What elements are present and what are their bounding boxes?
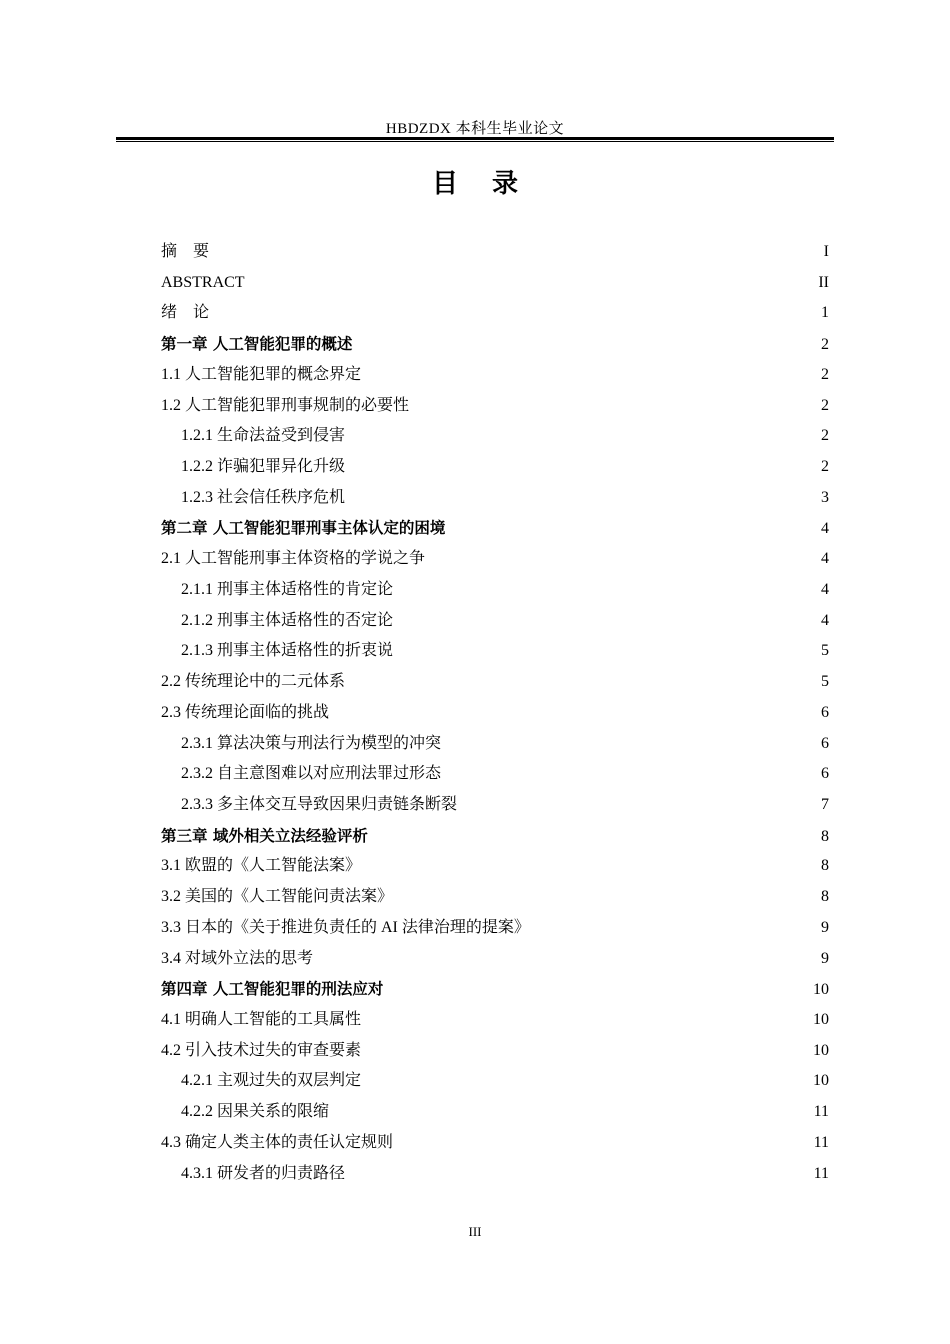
toc-entry-page: 9 <box>821 918 829 936</box>
toc-entry-page: 4 <box>821 550 829 568</box>
toc-entry-label: 第一章 人工智能犯罪的概述 <box>161 335 353 354</box>
toc-leader-dots <box>446 532 820 533</box>
toc-entry[interactable] <box>161 329 829 360</box>
toc-entry-page: 4 <box>821 520 829 538</box>
toc-entry-page: 1 <box>821 304 829 322</box>
toc-entry-page: 9 <box>821 949 829 967</box>
toc-entry-label: 2.3.3 多主体交互导致因果归责链条断裂 <box>181 795 458 813</box>
toc-entry-page: 8 <box>821 888 829 906</box>
toc-entry-label: 4.1 明确人工智能的工具属性 <box>161 1010 362 1028</box>
toc-entry-label: 2.1.3 刑事主体适格性的折衷说 <box>181 642 394 660</box>
page-number: III <box>468 1224 482 1239</box>
toc-entry-label: 摘 要 <box>161 243 210 260</box>
toc-leader-dots <box>442 777 820 778</box>
toc-entry-label: 4.3.1 研发者的归责路径 <box>181 1164 346 1182</box>
toc-entry-label: 4.2 引入技术过失的审查要素 <box>161 1041 362 1059</box>
toc-entry-page: 2 <box>821 365 829 383</box>
toc-entry[interactable] <box>161 268 829 299</box>
toc-entry-page: 10 <box>813 1072 829 1090</box>
header-rule <box>116 137 834 140</box>
toc-entry-label: 第二章 人工智能犯罪刑事主体认定的困境 <box>161 519 446 538</box>
toc-entry-label: 第三章 域外相关立法经验评析 <box>161 826 368 845</box>
toc-entry[interactable] <box>161 851 829 882</box>
toc-leader-dots <box>362 1054 812 1055</box>
toc-leader-dots <box>531 931 820 932</box>
toc-entry[interactable] <box>161 698 829 729</box>
toc-leader-dots <box>362 378 820 379</box>
toc-entry-label: 3.1 欧盟的《人工智能法案》 <box>161 857 362 875</box>
toc-entry-page: 6 <box>821 765 829 783</box>
toc-entry-label: 1.2 人工智能犯罪刑事规制的必要性 <box>161 396 410 414</box>
toc-entry[interactable] <box>161 421 829 452</box>
toc-entry[interactable] <box>161 483 829 514</box>
toc-leader-dots <box>394 900 820 901</box>
toc-entry-page: 11 <box>813 1133 829 1151</box>
toc-leader-dots <box>346 501 820 502</box>
toc-entry-page: 2 <box>821 458 829 476</box>
toc-entry[interactable] <box>161 1066 829 1097</box>
toc-leader-dots <box>346 685 820 686</box>
toc-entry[interactable] <box>161 1159 829 1190</box>
toc-leader-dots <box>346 1177 813 1178</box>
toc-entry[interactable] <box>161 729 829 760</box>
toc-entry-page: 7 <box>821 795 829 813</box>
toc-leader-dots <box>330 716 820 717</box>
toc-leader-dots <box>346 439 820 440</box>
toc-leader-dots <box>246 286 818 287</box>
toc-entry[interactable] <box>161 606 829 637</box>
toc-entry-label: 3.3 日本的《关于推进负责任的 AI 法律治理的提案》 <box>161 918 530 936</box>
toc-entry-label: 第四章 人工智能犯罪的刑法应对 <box>161 980 384 999</box>
toc-entry-page: 2 <box>821 336 829 354</box>
toc-entry[interactable] <box>161 790 829 821</box>
toc-leader-dots <box>394 593 820 594</box>
page-title: 目录 <box>431 169 552 199</box>
toc-entry[interactable] <box>161 759 829 790</box>
toc-entry-label: ABSTRACT <box>161 273 245 291</box>
toc-entry[interactable] <box>161 360 829 391</box>
toc-entry-label: 2.1.1 刑事主体适格性的肯定论 <box>181 580 394 598</box>
toc-entry-label: 1.2.1 生命法益受到侵害 <box>181 427 346 445</box>
toc-entry[interactable] <box>161 1005 829 1036</box>
toc-leader-dots <box>442 747 820 748</box>
toc-entry[interactable] <box>161 298 829 329</box>
toc-entry-page: 10 <box>813 981 829 999</box>
toc-leader-dots <box>362 869 820 870</box>
toc-entry-label: 2.1.2 刑事主体适格性的否定论 <box>181 611 394 629</box>
toc-entry[interactable] <box>161 513 829 544</box>
toc-entry-label: 3.2 美国的《人工智能问责法案》 <box>161 888 394 906</box>
toc-leader-dots <box>362 1084 812 1085</box>
toc-entry[interactable] <box>161 667 829 698</box>
toc-entry[interactable] <box>161 944 829 975</box>
toc-entry[interactable] <box>161 1036 829 1067</box>
toc-entry-page: 11 <box>813 1164 829 1182</box>
toc-entry-page: 10 <box>813 1010 829 1028</box>
header-rule-thin <box>116 141 834 142</box>
toc-leader-dots <box>330 1115 813 1116</box>
toc-entry-label: 2.3.2 自主意图难以对应刑法罪过形态 <box>181 765 442 783</box>
toc-leader-dots <box>426 562 820 563</box>
toc-entry-page: 8 <box>821 857 829 875</box>
toc-entry-label: 2.1 人工智能刑事主体资格的学说之争 <box>161 550 426 568</box>
toc-entry-page: 6 <box>821 703 829 721</box>
toc-leader-dots <box>458 808 820 809</box>
toc-entry-label: 绪 论 <box>161 304 210 322</box>
toc-entry-label: 4.2.2 因果关系的限缩 <box>181 1103 330 1121</box>
toc-leader-dots <box>353 348 820 349</box>
toc-entry-label: 1.2.2 诈骗犯罪异化升级 <box>181 458 346 476</box>
toc-entry-page: 10 <box>813 1041 829 1059</box>
toc-leader-dots <box>410 409 820 410</box>
toc-leader-dots <box>314 962 820 963</box>
toc-leader-dots <box>362 1023 812 1024</box>
toc-entry[interactable] <box>161 452 829 483</box>
toc-entry[interactable] <box>161 237 829 268</box>
toc-entry-page: 4 <box>821 580 829 598</box>
toc-entry[interactable] <box>161 882 829 913</box>
toc-leader-dots <box>394 624 820 625</box>
toc-entry-label: 2.2 传统理论中的二元体系 <box>161 673 346 691</box>
toc-leader-dots <box>210 316 820 317</box>
toc-entry-page: 2 <box>821 427 829 445</box>
toc-leader-dots <box>346 470 820 471</box>
running-header: HBDZDX 本科生毕业论文 <box>385 121 565 137</box>
toc-entry-label: 2.3 传统理论面临的挑战 <box>161 703 330 721</box>
toc-entry-page: 6 <box>821 734 829 752</box>
toc-entry-page: II <box>818 273 829 291</box>
toc-entry-page: I <box>823 243 829 260</box>
toc-entry[interactable] <box>161 821 829 852</box>
toc-entry[interactable] <box>161 544 829 575</box>
toc-entry-label: 4.3 确定人类主体的责任认定规则 <box>161 1133 394 1151</box>
toc-entry-page: 2 <box>821 396 829 414</box>
toc-entry-page: 4 <box>821 611 829 629</box>
toc-entry[interactable] <box>161 636 829 667</box>
toc-leader-dots <box>394 654 820 655</box>
toc-entry-label: 1.1 人工智能犯罪的概念界定 <box>161 365 362 383</box>
toc-entry[interactable] <box>161 575 829 606</box>
toc-entry-label: 2.3.1 算法决策与刑法行为模型的冲突 <box>181 734 442 752</box>
toc-entry[interactable] <box>161 913 829 944</box>
toc-entry-page: 11 <box>813 1103 829 1121</box>
toc-entry[interactable] <box>161 1097 829 1128</box>
toc-entry-label: 3.4 对域外立法的思考 <box>161 949 314 967</box>
toc-entry-label: 4.2.1 主观过失的双层判定 <box>181 1072 362 1090</box>
toc-entry-page: 8 <box>821 827 829 845</box>
toc-leader-dots <box>210 255 823 256</box>
toc-entry-page: 3 <box>821 488 829 506</box>
toc-entry[interactable] <box>161 1128 829 1159</box>
toc-entry-page: 5 <box>821 673 829 691</box>
toc-entry-label: 1.2.3 社会信任秩序危机 <box>181 488 346 506</box>
toc-leader-dots <box>394 1146 813 1147</box>
toc-leader-dots <box>369 840 820 841</box>
toc-entry[interactable] <box>161 974 829 1005</box>
toc-entry[interactable] <box>161 391 829 422</box>
toc-leader-dots <box>384 993 812 994</box>
table-of-contents <box>161 237 829 1189</box>
toc-entry-page: 5 <box>821 642 829 660</box>
